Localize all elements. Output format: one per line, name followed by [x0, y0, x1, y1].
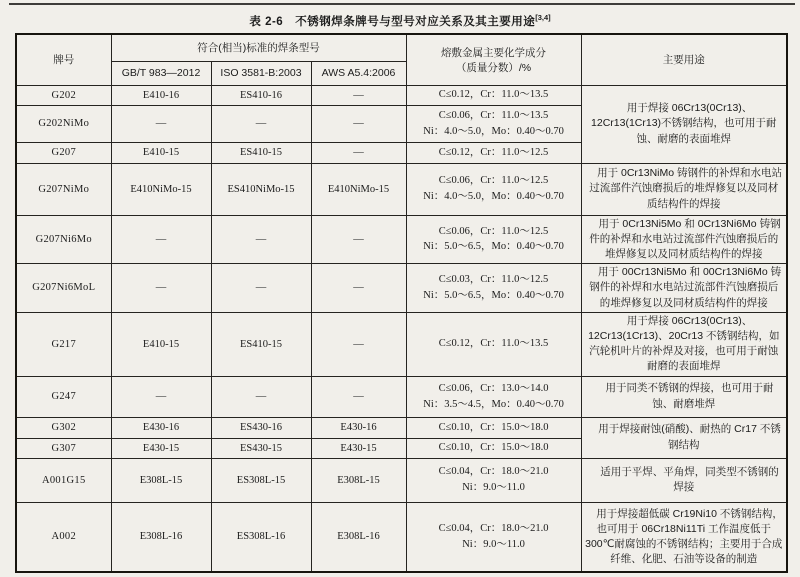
aws-cell: —: [311, 264, 406, 313]
header-usage: 主要用途: [581, 34, 787, 85]
aws-cell: —: [311, 142, 406, 163]
brand-cell: G307: [16, 438, 111, 458]
iso-cell: ES410-15: [211, 312, 311, 376]
composition-cell: C≤0.04，Cr：18.0～21.0 Ni：9.0～11.0: [406, 458, 581, 502]
gb-cell: E308L-15: [111, 458, 211, 502]
iso-cell: ES410NiMo-15: [211, 163, 311, 215]
aws-cell: —: [311, 215, 406, 264]
iso-cell: —: [211, 105, 311, 142]
composition-cell: C≤0.12，Cr：11.0～13.5: [406, 312, 581, 376]
brand-cell: G202NiMo: [16, 105, 111, 142]
brand-cell: G207NiMo: [16, 163, 111, 215]
usage-cell: 用于 0Cr13Ni5Mo 和 0Cr13Ni6Mo 铸钢件的补焊和水电站过流部件汽蚀磨损后的堆焊修复以及同材质结构件的焊接: [581, 215, 787, 264]
table-row: [16, 376, 787, 417]
iso-cell: —: [211, 215, 311, 264]
composition-cell: C≤0.06，Cr：11.0～12.5 Ni：5.0～6.5，Mo：0.40～0.70: [406, 215, 581, 264]
aws-cell: —: [311, 312, 406, 376]
composition-cell: C≤0.06，Cr：13.0～14.0 Ni：3.5～4.5，Mo：0.40～0.70: [406, 376, 581, 417]
page-title: [0, 13, 800, 29]
usage-cell: 用于 0Cr13NiMo 铸钢件的补焊和水电站过流部件汽蚀磨损后的堆焊修复以及同材质结构件的焊接: [581, 163, 787, 215]
page-title-text: 表 2-6 不锈钢焊条牌号与型号对应关系及其主要用途: [249, 16, 536, 28]
iso-cell: —: [211, 264, 311, 313]
gb-cell: E410NiMo-15: [111, 163, 211, 215]
composition-cell: C≤0.12，Cr：11.0～13.5: [406, 85, 581, 105]
brand-cell: G207: [16, 142, 111, 163]
usage-cell: 用于焊接超低碳 Cr19Ni10 不锈钢结构，也可用于 06Cr18Ni11Ti 工作温度低于 300℃耐腐蚀的不锈钢结构；主要用于合成纤维、化肥、石油等设备的制造: [581, 502, 787, 572]
gb-cell: —: [111, 264, 211, 313]
iso-cell: —: [211, 376, 311, 417]
gb-cell: E410-15: [111, 142, 211, 163]
brand-cell: A001G15: [16, 458, 111, 502]
usage-cell: 适用于平焊、平角焊，同类型不锈钢的焊接: [581, 458, 787, 502]
table-row: [16, 163, 787, 215]
usage-cell: 用于焊接 06Cr13(0Cr13)、12Cr13(1Cr13)、20Cr13 不锈钢结构，如汽轮机叶片的补焊及对接，也可用于耐蚀耐磨的表面堆焊: [581, 312, 787, 376]
header-standard-iso: ISO 3581-B:2003: [211, 61, 311, 85]
aws-cell: E308L-15: [311, 458, 406, 502]
gb-cell: —: [111, 215, 211, 264]
aws-cell: E410NiMo-15: [311, 163, 406, 215]
table-row: [16, 264, 787, 313]
usage-cell: 用于 00Cr13Ni5Mo 和 00Cr13Ni6Mo 铸钢件的补焊和水电站过流部件汽蚀磨损后的堆焊修复以及同材质结构件的焊接: [581, 264, 787, 313]
header-composition-line1: 熔敷金属主要化学成分: [441, 46, 547, 59]
brand-cell: G207Ni6MoL: [16, 264, 111, 313]
gb-cell: E410-16: [111, 85, 211, 105]
composition-cell: C≤0.10，Cr：15.0～18.0: [406, 417, 581, 438]
brand-cell: G247: [16, 376, 111, 417]
composition-cell: C≤0.10，Cr：15.0～18.0: [406, 438, 581, 458]
aws-cell: E430-15: [311, 438, 406, 458]
composition-cell: C≤0.06，Cr：11.0～13.5 Ni：4.0～5.0，Mo：0.40～0.70: [406, 105, 581, 142]
aws-cell: —: [311, 85, 406, 105]
composition-cell: C≤0.06，Cr：11.0～12.5 Ni：4.0～5.0，Mo：0.40～0.70: [406, 163, 581, 215]
table-row: [16, 215, 787, 264]
header-row-1: [16, 34, 787, 61]
composition-cell: C≤0.03，Cr：11.0～12.5 Ni：5.0～6.5，Mo：0.40～0.70: [406, 264, 581, 313]
iso-cell: ES308L-16: [211, 502, 311, 572]
usage-cell: 用于同类不锈钢的焊接，也可用于耐蚀、耐磨堆焊: [581, 376, 787, 417]
aws-cell: E430-16: [311, 417, 406, 438]
brand-cell: A002: [16, 502, 111, 572]
header-standards-group: 符合(相当)标准的焊条型号: [111, 34, 406, 61]
header-brand: 牌号: [16, 34, 111, 85]
usage-cell: 用于焊接耐蚀(硝酸)、耐热的 Cr17 不锈钢结构: [581, 417, 787, 458]
page-title-reference: [3,4]: [535, 13, 551, 23]
gb-cell: E308L-16: [111, 502, 211, 572]
gb-cell: —: [111, 105, 211, 142]
table-row: [16, 458, 787, 502]
brand-cell: G202: [16, 85, 111, 105]
table-row: [16, 85, 787, 105]
aws-cell: —: [311, 376, 406, 417]
iso-cell: ES410-15: [211, 142, 311, 163]
welding-electrode-table: [15, 33, 788, 573]
header-composition-line2: （质量分数）/%: [455, 61, 532, 74]
header-composition: [406, 34, 581, 85]
iso-cell: ES308L-15: [211, 458, 311, 502]
table-row: [16, 417, 787, 438]
aws-cell: E308L-16: [311, 502, 406, 572]
brand-cell: G217: [16, 312, 111, 376]
header-standard-gb: GB/T 983—2012: [111, 61, 211, 85]
scan-edge-line: [9, 3, 795, 5]
gb-cell: —: [111, 376, 211, 417]
aws-cell: —: [311, 105, 406, 142]
header-standard-aws: AWS A5.4:2006: [311, 61, 406, 85]
gb-cell: E430-16: [111, 417, 211, 438]
iso-cell: ES410-16: [211, 85, 311, 105]
iso-cell: ES430-16: [211, 417, 311, 438]
table-row: [16, 312, 787, 376]
composition-cell: C≤0.12，Cr：11.0～12.5: [406, 142, 581, 163]
brand-cell: G302: [16, 417, 111, 438]
table-row: [16, 502, 787, 572]
gb-cell: E410-15: [111, 312, 211, 376]
usage-cell: 用于焊接 06Cr13(0Cr13)、12Cr13(1Cr13)不锈钢结构，也可用于耐蚀、耐磨的表面堆焊: [581, 85, 787, 163]
composition-cell: C≤0.04，Cr：18.0～21.0 Ni：9.0～11.0: [406, 502, 581, 572]
brand-cell: G207Ni6Mo: [16, 215, 111, 264]
gb-cell: E430-15: [111, 438, 211, 458]
iso-cell: ES430-15: [211, 438, 311, 458]
